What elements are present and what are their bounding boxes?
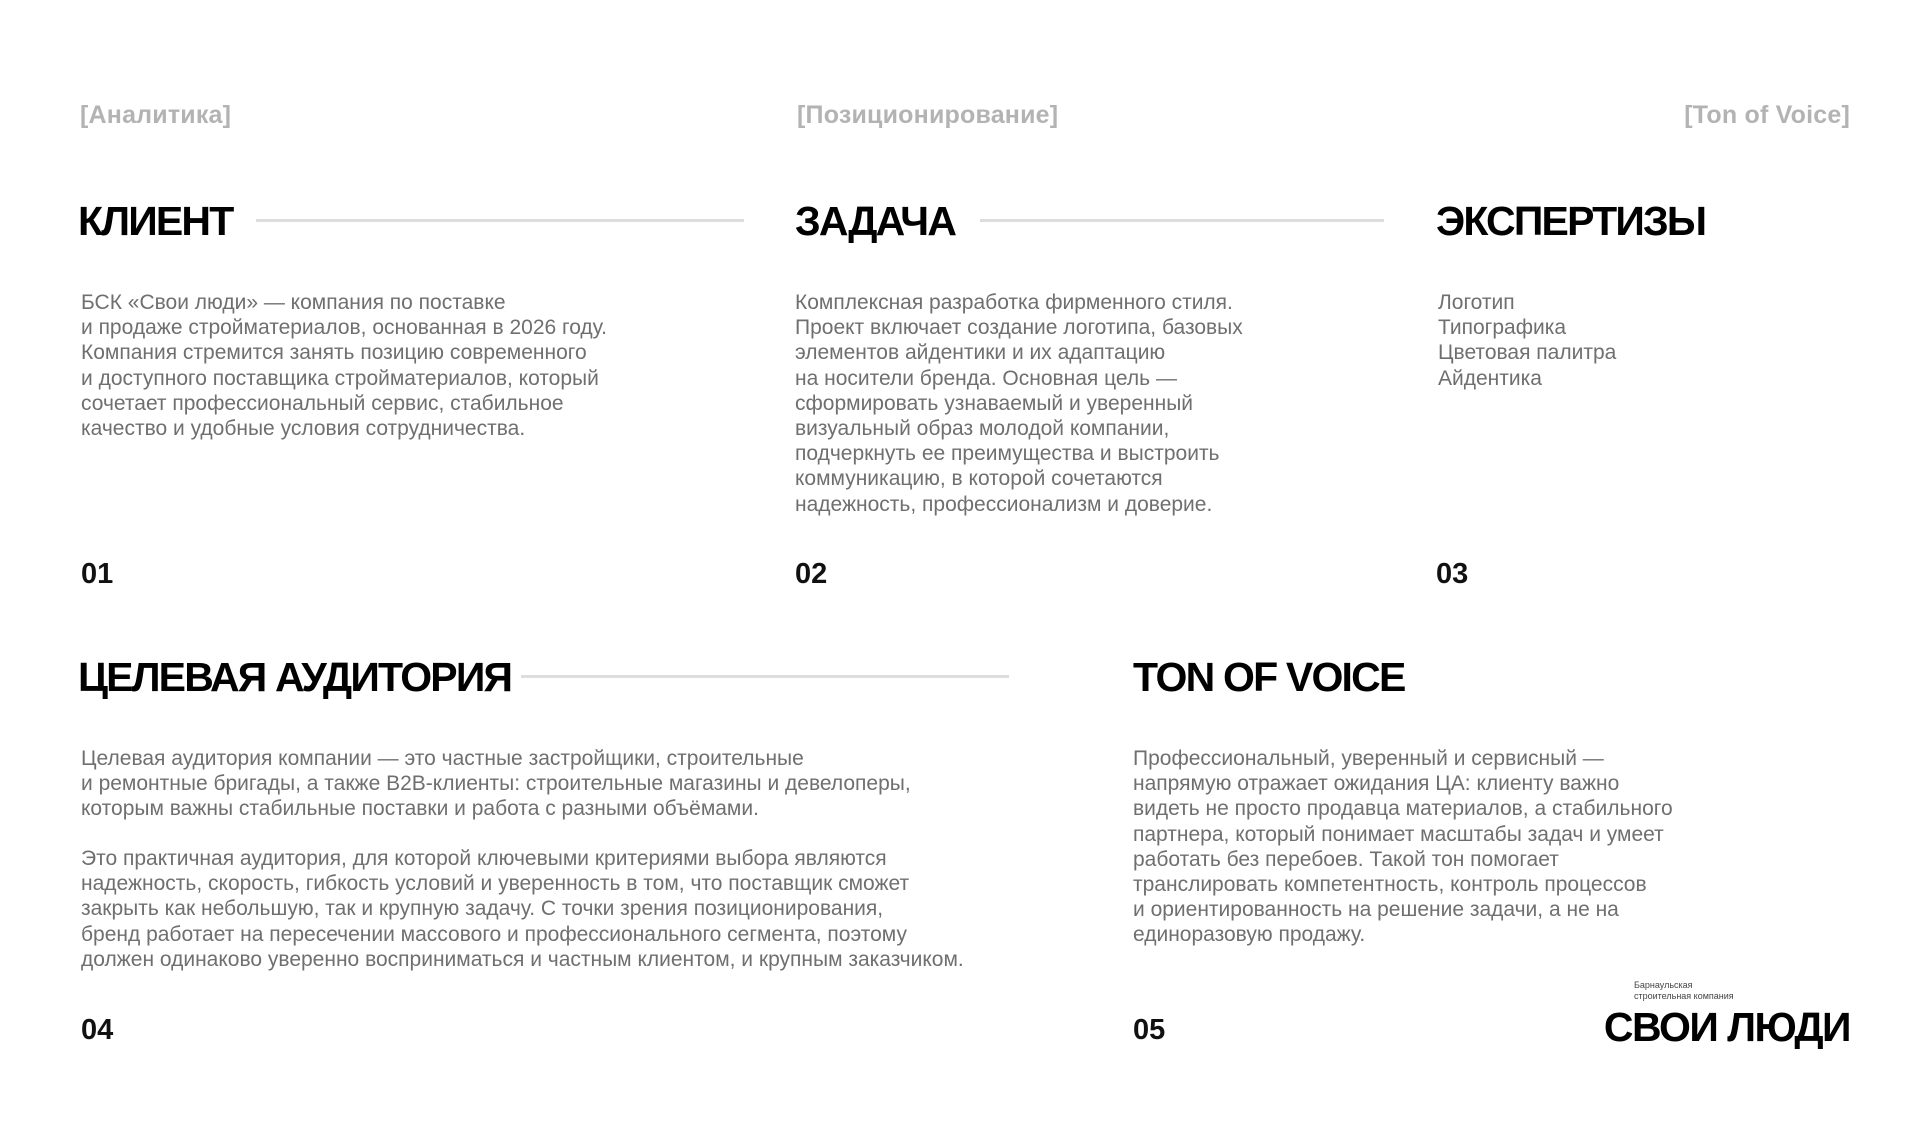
section-number: 02 <box>795 558 828 590</box>
section-title: ЗАДАЧА <box>795 198 956 244</box>
tag-tone: [Ton of Voice] <box>1684 101 1850 129</box>
section-text: БСК «Свои люди» — компания по поставке и продаже стройматериалов, основанная в 2026 году. Компания стремится занять позицию современного и доступного поставщика стройматериалов, который сочетает профессиональный сервис, стабильное качество и удобные условия сотрудничества. <box>81 291 607 441</box>
section-title: TON OF VOICE <box>1133 654 1405 700</box>
divider-line <box>980 219 1384 222</box>
divider-line <box>256 219 744 222</box>
section-number: 05 <box>1133 1014 1166 1046</box>
tag-analytics: [Аналитика] <box>80 101 232 129</box>
section-number: 01 <box>81 558 114 590</box>
section-title: КЛИЕНТ <box>78 198 233 244</box>
logo-name: СВОИ ЛЮДИ <box>1603 1004 1850 1050</box>
section-number: 03 <box>1436 558 1469 590</box>
section-title: ЭКСПЕРТИЗЫ <box>1436 198 1706 244</box>
section-text: Профессиональный, уверенный и сервисный — напрямую отражает ожидания ЦА: клиенту важно видеть не просто продавца материалов, а стабильного партнера, который понимает масштабы задач и умеет работать без перебоев. Такой тон помогает транслировать компетентность, контроль процессов и ориентированность на решение задачи, а не на единоразовую продажу. <box>1133 747 1673 947</box>
tag-positioning: [Позиционирование] <box>797 101 1059 129</box>
section-text: Логотип Типографика Цветовая палитра Айдентика <box>1438 291 1617 390</box>
section-text-2: Это практичная аудитория, для которой ключевыми критериями выбора являются надежность, скорость, гибкость условий и уверенность в том, что поставщик сможет закрыть как небольшую, так и крупную задачу. С точки зрения позиционирования, бренд работает на пересечении массового и профессионального сегмента, поэтому должен одинаково уверенно восприниматься и частным клиентом, и крупным заказчиком. <box>81 847 964 971</box>
section-title: ЦЕЛЕВАЯ АУДИТОРИЯ <box>78 654 512 700</box>
divider-line <box>521 675 1009 678</box>
logo-subtitle: Барнаульская строительная компания <box>1634 980 1734 1001</box>
section-text: Комплексная разработка фирменного стиля. Проект включает создание логотипа, базовых элементов айдентики и их адаптацию на носители бренда. Основная цель — сформировать узнаваемый и уверенный визуальный образ молодой компании, подчеркнуть ее преимущества и выстроить коммуникацию, в которой сочетаются надежность, профессионализм и доверие. <box>795 291 1243 516</box>
section-text: Целевая аудитория компании — это частные застройщики, строительные и ремонтные бригады, а также B2B-клиенты: строительные магазины и девелоперы, которым важны стабильные поставки и работа с разными объёмами. <box>81 747 911 821</box>
section-number: 04 <box>81 1014 114 1046</box>
